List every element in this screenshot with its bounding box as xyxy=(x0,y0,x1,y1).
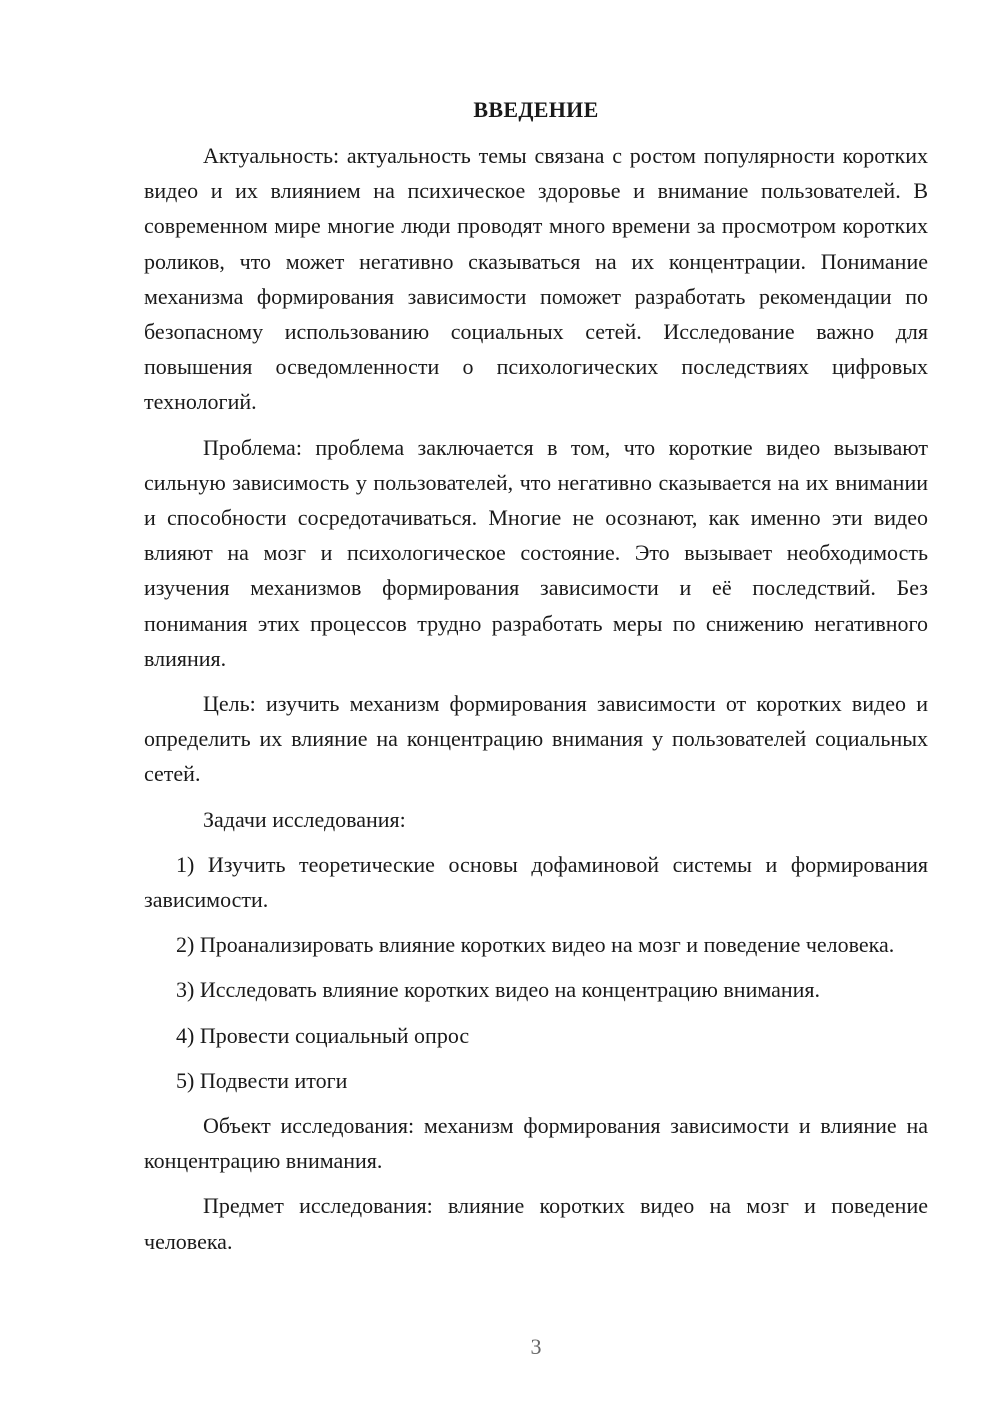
problem-paragraph: Проблема: проблема заключается в том, что короткие видео вызывают сильную зависимость у пользователей, что негативно сказывается на их внимании и способности сосредотачиваться. Многие не осознают, как именно эти видео влияют на мозг и психологическое состояние. Это вызывает необходимость изучения механизмов формирования зависимости и её последствий. Без понимания этих процессов трудно разработать меры по снижению негативного влияния. xyxy=(144,434,928,671)
goal-paragraph: Цель: изучить механизм формирования зависимости от коротких видео и определить их влияние на концентрацию внимания у пользователей социальных сетей. xyxy=(144,691,928,787)
task-item-2: 2) Проанализировать влияние коротких видео на мозг и поведение человека. xyxy=(176,932,895,958)
tasks-heading: Задачи исследования: xyxy=(203,806,406,832)
task-item-4: 4) Провести социальный опрос xyxy=(176,1022,470,1048)
object-paragraph: Объект исследования: механизм формирования зависимости и влияние на концентрацию внимания. xyxy=(144,1113,928,1174)
page-number: 3 xyxy=(530,1334,542,1359)
document-page xyxy=(144,92,928,1259)
task-item-3: 3) Исследовать влияние коротких видео на концентрацию внимания. xyxy=(176,977,821,1003)
subject-paragraph: Предмет исследования: влияние коротких видео на мозг и поведение человека. xyxy=(144,1193,928,1254)
page-title: ВВЕДЕНИЕ xyxy=(473,97,599,122)
task-item-5: 5) Подвести итоги xyxy=(176,1067,348,1093)
relevance-paragraph: Актуальность: актуальность темы связана с ростом популярности коротких видео и их влиянием на психическое здоровье и внимание пользователей. В современном мире многие люди проводят много времени за просмотром коротких роликов, что может негативно сказываться на их концентрации. Понимание механизма формирования зависимости поможет разработать рекомендации по безопасному использованию социальных сетей. Исследование важно для повышения осведомленности о психологических последствиях цифровых технологий. xyxy=(144,143,928,415)
task-item-1: 1) Изучить теоретические основы дофаминовой системы и формирования зависимости. xyxy=(144,851,928,913)
